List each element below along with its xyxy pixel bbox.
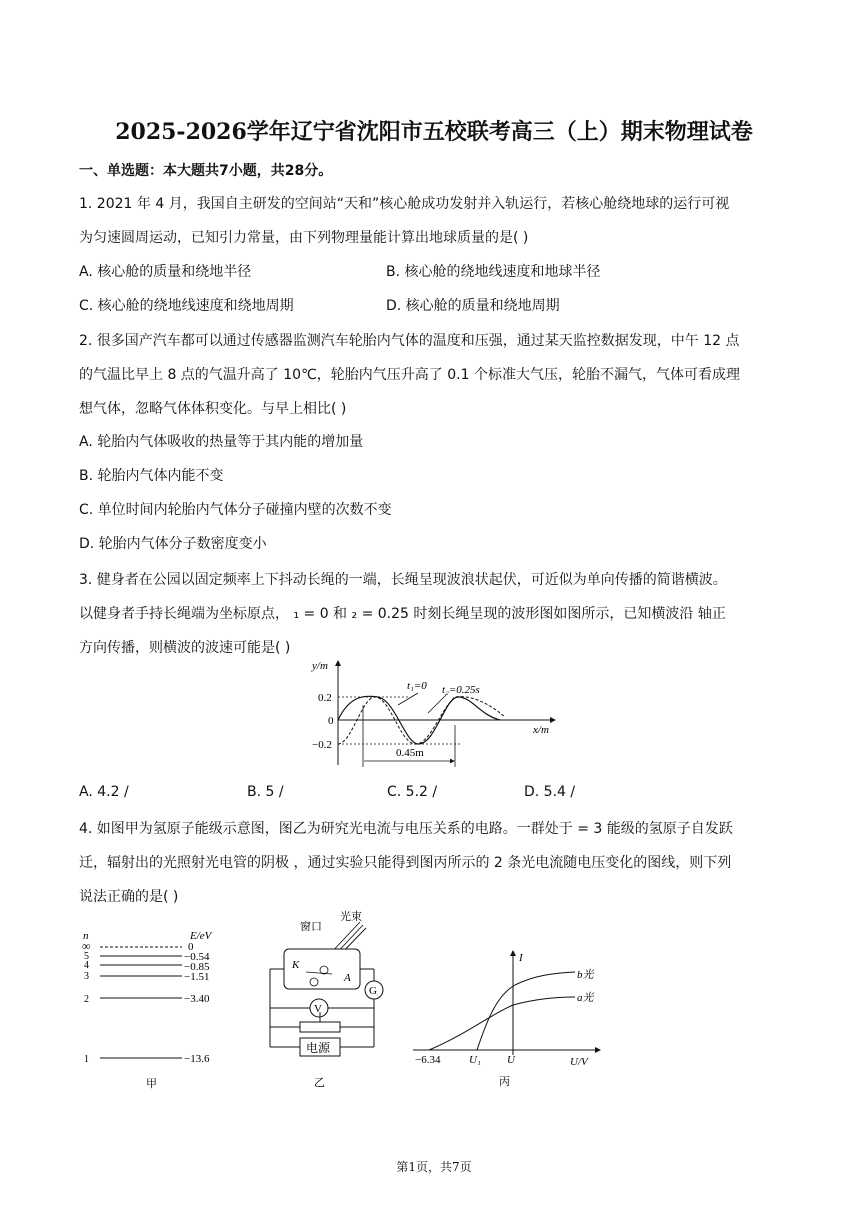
window-label: 窗口 [300, 921, 322, 933]
level-n: ∞ [82, 939, 91, 953]
rheostat [300, 1022, 340, 1032]
q2-line2: 的气温比早上 8 点的气温升高了 10℃，轮胎内气压升高了 0.1 个标准大气压，轮胎不漏气，气体可看成理 [79, 367, 740, 383]
curve-a-label: a光 [577, 992, 594, 1004]
tick-y-neg: −0.2 [312, 739, 332, 751]
level-2 [84, 993, 210, 1005]
t2-leader [428, 695, 446, 713]
level-e: −13.6 [184, 1053, 210, 1065]
iu-curve-figure [405, 945, 610, 1090]
tick-u: U [507, 1054, 515, 1066]
u-axis-label: U/V [570, 1056, 588, 1068]
q2-option-b: B. 轮胎内气体内能不变 [79, 468, 224, 484]
tick-y-zero: 0 [328, 715, 334, 727]
q2-option-c: C. 单位时间内轮胎内气体分子碰撞内壁的次数不变 [79, 502, 392, 518]
q3-option-a: A. 4.2 / [79, 784, 129, 800]
figure-caption: 甲 [146, 1078, 157, 1090]
cathode-label: K [292, 959, 300, 971]
q1-option-b: B. 核心舱的绕地线速度和地球半径 [386, 264, 601, 280]
q4-line3: 说法正确的是( ) [79, 889, 179, 905]
level-e: −3.40 [184, 993, 210, 1005]
level-e: −1.51 [184, 971, 210, 983]
t1-label: t₁=0 [407, 680, 427, 692]
q3-option-b: B. 5 / [247, 784, 284, 800]
level-3 [84, 971, 209, 983]
q4-line2: 迁，辐射出的光照射光电管的阴极 ，通过实验只能得到图丙所示的 2 条光电流随电压变化的图线，则下列 [79, 855, 732, 871]
i-axis-label: I [519, 952, 523, 964]
level-n: 5 [84, 951, 89, 962]
q4-line1: 4. 如图甲为氢原子能级示意图，图乙为研究光电流与电压关系的电路。一群处于 = 3 能级的氢原子自发跃 [79, 821, 733, 837]
distance-label: 0.45m [396, 747, 424, 759]
t2-label: t₂=0.25s [442, 684, 480, 696]
page-title: 2025-2026学年辽宁省沈阳市五校联考高三（上）期末物理试卷 [115, 119, 753, 145]
q3-line1: 3. 健身者在公园以固定频率上下抖动长绳的一端，长绳呈现波浪状起伏，可近似为单向传播的简谐横波。 [79, 572, 727, 588]
anode-label: A [344, 972, 351, 984]
galvanometer-label: G [369, 985, 377, 997]
y-axis-label: y/m [312, 660, 328, 672]
curve-b-label: b光 [577, 969, 594, 981]
level-inf [82, 939, 194, 953]
figure-caption: 丙 [499, 1076, 510, 1088]
circuit-figure [262, 904, 402, 1092]
q3-option-c: C. 5.2 / [387, 784, 438, 800]
voltmeter-label: V [314, 1003, 322, 1015]
energy-axis-label: E/eV [190, 930, 212, 942]
q1-line1: 1. 2021 年 4 月，我国自主研发的空间站“天和”核心舱成功发射并入轨运行，若核心舱绕地球的运行可视 [79, 196, 730, 212]
level-n: 2 [84, 994, 89, 1005]
level-e: −0.54 [184, 951, 210, 963]
x-axis-label: x/m [533, 724, 549, 736]
tick-y-pos: 0.2 [318, 692, 332, 704]
q2-line1: 2. 很多国产汽车都可以通过传感器监测汽车轮胎内气体的温度和压强，通过某天监控数据发现，中午 12 点 [79, 333, 740, 349]
figure-caption: 乙 [314, 1077, 325, 1089]
wave-figure [300, 655, 570, 775]
level-e: 0 [188, 941, 194, 953]
level-e: −0.85 [184, 961, 210, 973]
q1-option-c: C. 核心舱的绕地线速度和绕地周期 [79, 298, 294, 314]
q3-line2: 以健身者手持长绳端为坐标原点， ₁ = 0 和 ₂ = 0.25 时刻长绳呈现的波形图如图所示，已知横波沿 轴正 [79, 606, 726, 622]
power-label: 电源 [306, 1041, 331, 1055]
q1-option-a: A. 核心舱的质量和绕地半径 [79, 264, 252, 280]
tick-u1: U₁ [469, 1054, 481, 1066]
level-n: 3 [84, 971, 89, 982]
beam-label: 光束 [340, 911, 362, 923]
q3-line3: 方向传播，则横波的波速可能是( ) [79, 640, 291, 656]
q2-option-a: A. 轮胎内气体吸收的热量等于其内能的增加量 [79, 434, 364, 450]
curve-a [429, 997, 575, 1050]
n-axis-label: n [83, 930, 89, 942]
q1-option-d: D. 核心舱的质量和绕地周期 [386, 298, 560, 314]
q2-line3: 想气体，忽略气体体积变化。与早上相比( ) [79, 401, 347, 417]
q1-line2: 为匀速圆周运动，已知引力常量，由下列物理量能计算出地球质量的是( ) [79, 230, 529, 246]
q2-option-d: D. 轮胎内气体分子数密度变小 [79, 536, 267, 552]
level-n: 1 [84, 1054, 89, 1065]
page-footer: 第1页，共7页 [396, 1160, 472, 1174]
curve-b [477, 972, 575, 1050]
tick-634: −6.34 [415, 1054, 441, 1066]
level-n: 4 [84, 960, 89, 971]
level-1 [84, 1053, 210, 1065]
section-heading: 一、单选题：本大题共7小题，共28分。 [79, 163, 333, 179]
q3-option-d: D. 5.4 / [524, 784, 576, 800]
energy-level-figure [78, 922, 238, 1092]
t1-leader [398, 693, 418, 705]
